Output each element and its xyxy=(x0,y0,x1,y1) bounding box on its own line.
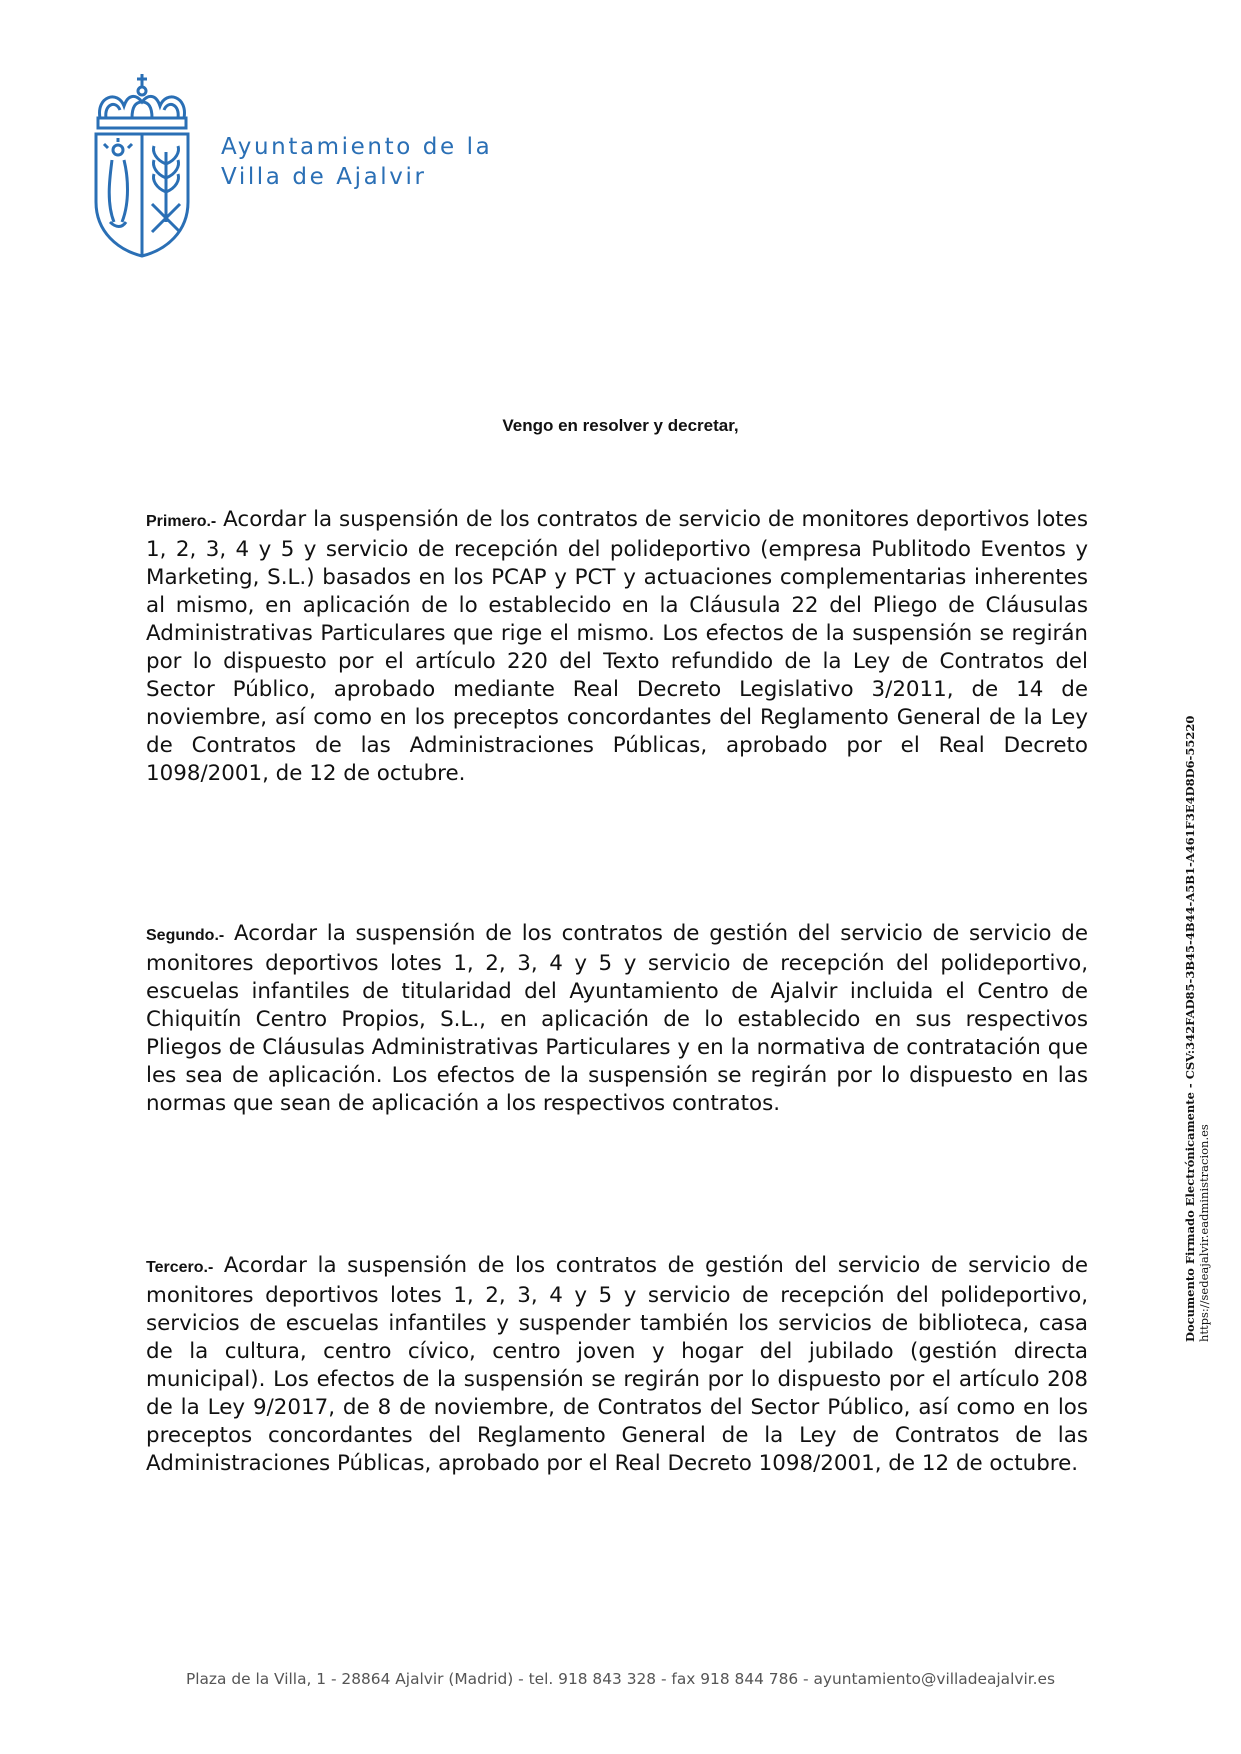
clause-label: Primero.- xyxy=(146,513,217,530)
signature-url: https://sedeajalvir.eadministracion.es xyxy=(1197,1124,1211,1342)
clause-primero xyxy=(146,506,1088,788)
organization-name xyxy=(221,132,492,192)
decree-heading: Vengo en resolver y decretar, xyxy=(502,416,739,435)
signature-csv: Documento Firmado Electrónicamente - CSV:342FAD85-3B45-4B44-A5B1-A461F3E4D8D6-55220 xyxy=(1183,715,1197,1342)
coat-of-arms-logo xyxy=(92,72,192,258)
clause-text: Acordar la suspensión de los contratos de servicio de monitores deportivos lotes 1, 2, 3, 4 y 5 y servicio de recepción del polideportivo (empresa Publitodo Eventos y Marketing, S.L.) basados en los PCAP y PCT y actuaciones complementarias inherentes al mismo, en aplicación de lo establecido en la Cláusula 22 del Pliego de Cláusulas Administrativas Particulares que rige el mismo. Los efectos de la suspensión se regirán por lo dispuesto por el artículo 220 del Texto refundido de la Ley de Contratos del Sector Público, aprobado mediante Real Decreto Legislativo 3/2011, de 14 de noviembre, así como en los preceptos concordantes del Reglamento General de la Ley de Contratos de las Administraciones Públicas, aprobado por el Real Decreto 1098/2001, de 12 de octubre. xyxy=(146,507,1088,786)
clause-segundo xyxy=(146,920,1088,1118)
org-name-line-1: Ayuntamiento de la xyxy=(221,134,493,160)
clause-text: Acordar la suspensión de los contratos de gestión del servicio de servicio de monitores deportivos lotes 1, 2, 3, 4 y 5 y servicio de recepción del polideportivo, escuelas infantiles de titularidad del Ayuntamiento de Ajalvir incluida el Centro de Chiquitín Centro Propios, S.L., en aplicación de lo establecido en sus respectivos Pliegos de Cláusulas Administrativas Particulares y en la normativa de contratación que les sea de aplicación. Los efectos de la suspensión se regirán por lo dispuesto en las normas que sean de aplicación a los respectivos contratos. xyxy=(146,921,1088,1116)
clause-text: Acordar la suspensión de los contratos de gestión del servicio de servicio de monitores deportivos lotes 1, 2, 3, 4 y 5 y servicio de recepción del polideportivo, servicios de escuelas infantiles y suspender también los servicios de biblioteca, casa de la cultura, centro cívico, centro joven y hogar del jubilado (gestión directa municipal). Los efectos de la suspensión se regirán por lo dispuesto por el artículo 208 de la Ley 9/2017, de 8 de noviembre, de Contratos del Sector Público, así como en los preceptos concordantes del Reglamento General de la Ley de Contratos de las Administraciones Públicas, aprobado por el Real Decreto 1098/2001, de 12 de octubre. xyxy=(146,1253,1088,1476)
clause-label: Segundo.- xyxy=(146,927,225,944)
electronic-signature-stamp xyxy=(1183,716,1211,1342)
org-name-line-2: Villa de Ajalvir xyxy=(221,164,427,190)
clause-tercero xyxy=(146,1252,1088,1478)
clause-label: Tercero.- xyxy=(146,1259,214,1276)
footer-contact: Plaza de la Villa, 1 - 28864 Ajalvir (Madrid) - tel. 918 843 328 - fax 918 844 786 - ayuntamiento@villadeajalvir.es xyxy=(185,1670,1056,1688)
